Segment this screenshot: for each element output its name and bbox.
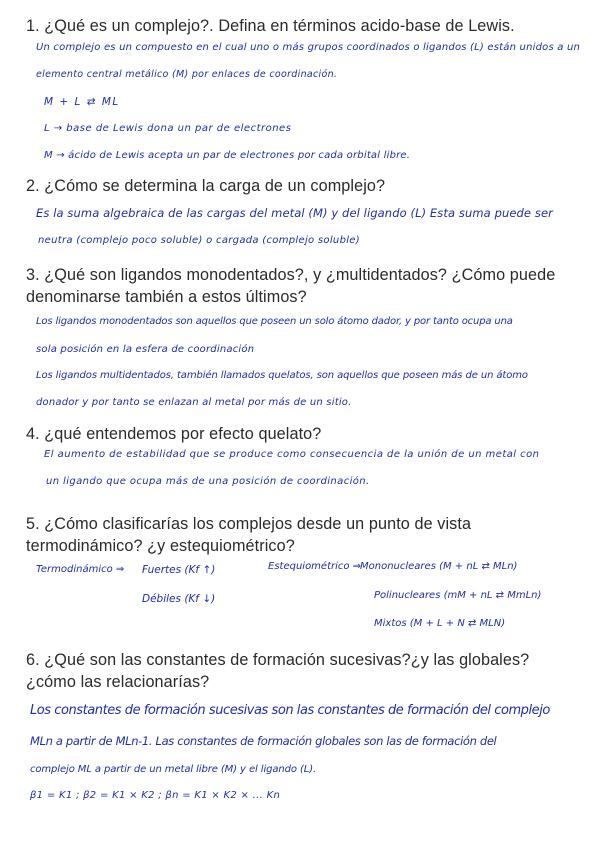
answer-3-line-3: Los ligandos multidentados, también llamados quelatos, son aquellos que poseen más de un átomo (36, 370, 528, 381)
answer-5-fuertes: Fuertes (Kf ↑) (142, 564, 216, 576)
answer-5-mixtos: Mixtos (M + L + N ⇄ MLN) (374, 618, 506, 629)
answer-6-line-3: complejo ML a partir de un metal libre (M) y el ligando (L). (30, 764, 317, 775)
answer-6-line-2: MLn a partir de MLn-1. Las constantes de formación globales son las de formación del (30, 734, 497, 748)
answer-4-line-1: El aumento de estabilidad que se produce como consecuencia de la unión de un metal con (44, 449, 540, 460)
question-6-line-1: 6. ¿Qué son las constantes de formación sucesivas?¿y las globales? (26, 651, 530, 669)
answer-6-formulas: β1 = K1 ; β2 = K1 × K2 ; βn = K1 × K2 × ... Kn (30, 790, 281, 801)
answer-6-line-1: Los constantes de formación sucesivas son las constantes de formación del complejo (30, 703, 550, 718)
question-5-line-2: termodinámico? ¿y estequiométrico? (26, 537, 295, 555)
question-6-line-2: ¿cómo las relacionarías? (26, 673, 210, 691)
answer-2-line-1: Es la suma algebraica de las cargas del metal (M) y del ligando (L) Esta suma puede ser (36, 206, 553, 220)
answer-3-line-4: donador y por tanto se enlazan al metal por más de un sitio. (36, 397, 352, 408)
question-4: 4. ¿qué entendemos por efecto quelato? (26, 425, 322, 443)
answer-1-equation: M + L ⇄ ML (44, 96, 120, 108)
answer-2-line-2: neutra (complejo poco soluble) o cargada (complejo soluble) (38, 235, 360, 246)
question-1: 1. ¿Qué es un complejo?. Defina en términos acido-base de Lewis. (26, 17, 515, 35)
answer-3-line-2: sola posición en la esfera de coordinación (36, 344, 255, 355)
answer-1-line-2: elemento central metálico (M) por enlaces de coordinación. (36, 69, 338, 80)
answer-3-line-1: Los ligandos monodentados son aquellos que poseen un solo átomo dador, y por tanto ocupa una (36, 316, 513, 327)
answer-5-termodinamico: Termodinámico ⇒ (36, 564, 125, 575)
answer-1-base: L → base de Lewis dona un par de electrones (44, 123, 292, 134)
answer-1-acid: M → ácido de Lewis acepta un par de electrones por cada orbital libre. (44, 150, 411, 161)
question-3-line-2: denominarse también a estos últimos? (26, 288, 307, 306)
question-5-line-1: 5. ¿Cómo clasificarías los complejos desde un punto de vista (26, 515, 472, 533)
question-2: 2. ¿Cómo se determina la carga de un complejo? (26, 177, 386, 195)
answer-4-line-2: un ligando que ocupa más de una posición de coordinación. (46, 476, 370, 487)
answer-5-debiles: Débiles (Kf ↓) (142, 593, 216, 605)
answer-5-polinucleares: Polinucleares (mM + nL ⇄ MmLn) (374, 590, 542, 601)
answer-1-line-1: Un complejo es un compuesto en el cual uno o más grupos coordinados o ligandos (L) están unidos a un (36, 42, 581, 53)
answer-5-estequiometrico: Estequiométrico ⇒ (268, 561, 362, 572)
answer-5-mononucleares: Mononucleares (M + nL ⇄ MLn) (360, 561, 518, 572)
question-3-line-1: 3. ¿Qué son ligandos monodentados?, y ¿multidentados? ¿Cómo puede (26, 266, 556, 284)
